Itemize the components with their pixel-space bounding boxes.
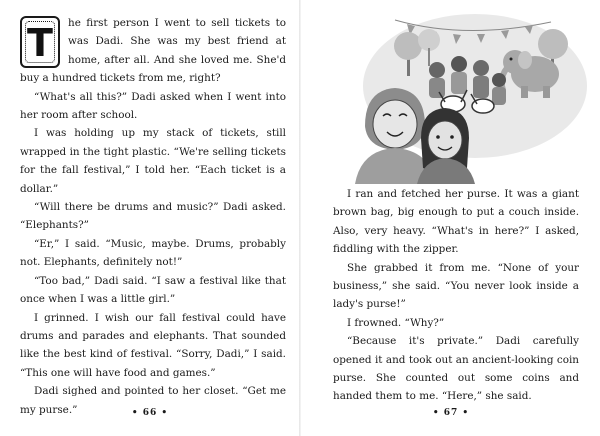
paragraph: I ran and fetched her purse. It was a giant brown bag, big enough to put a couch inside. Also, very heavy. “What's in here?” I asked, fiddling with the zipper. (333, 188, 579, 256)
paragraph: I grinned. I wish our fall festival could have drums and parades and elephants. That sounded like the best kind of festival. “Sorry, Dadi,” I said. “This one will have food and games.” (20, 311, 286, 379)
paragraph: “What's all this?” Dadi asked when I went into her room after school. (20, 90, 286, 122)
drop-cap (20, 16, 60, 68)
paragraph: I frowned. “Why?” (347, 316, 445, 329)
left-page-text (20, 14, 286, 419)
paragraph: “Er,” I said. “Music, maybe. Drums, probably not. Elephants, definitely not!” (20, 237, 286, 269)
paragraph: he first person I went to sell tickets to was Dadi. She was my best friend at home, after all. And she loved me. She'd buy a hundred tickets from me, right? (20, 17, 286, 85)
paragraph: I was holding up my stack of tickets, still wrapped in the tight plastic. “We're selling tickets for the fall festival,” I told her. “Each ticket is a dollar.” (20, 127, 286, 195)
page-number: • 66 • (131, 408, 169, 418)
festival-illustration (325, 6, 587, 184)
right-page-text (333, 185, 579, 406)
page-number: • 67 • (432, 408, 470, 418)
paragraph: She grabbed it from me. “None of your business,” she said. “You never look inside a lady's purse!” (333, 261, 579, 311)
right-page (301, 0, 600, 436)
paragraph: “Will there be drums and music?” Dadi asked. “Elephants?” (20, 201, 286, 232)
paragraph: Dadi sighed and pointed to her closet. “Get me my purse.” (20, 385, 286, 416)
paragraph: “Too bad,” Dadi said. “I saw a festival like that once when I was a little girl.” (20, 274, 286, 306)
left-page (0, 0, 299, 436)
paragraph: “Because it's private.” Dadi carefully opened it and took out an ancient-looking coin purse. She counted out some coins and handed them to me. “Here,” she said. (333, 335, 579, 403)
drop-cap-letter: T (27, 21, 53, 65)
